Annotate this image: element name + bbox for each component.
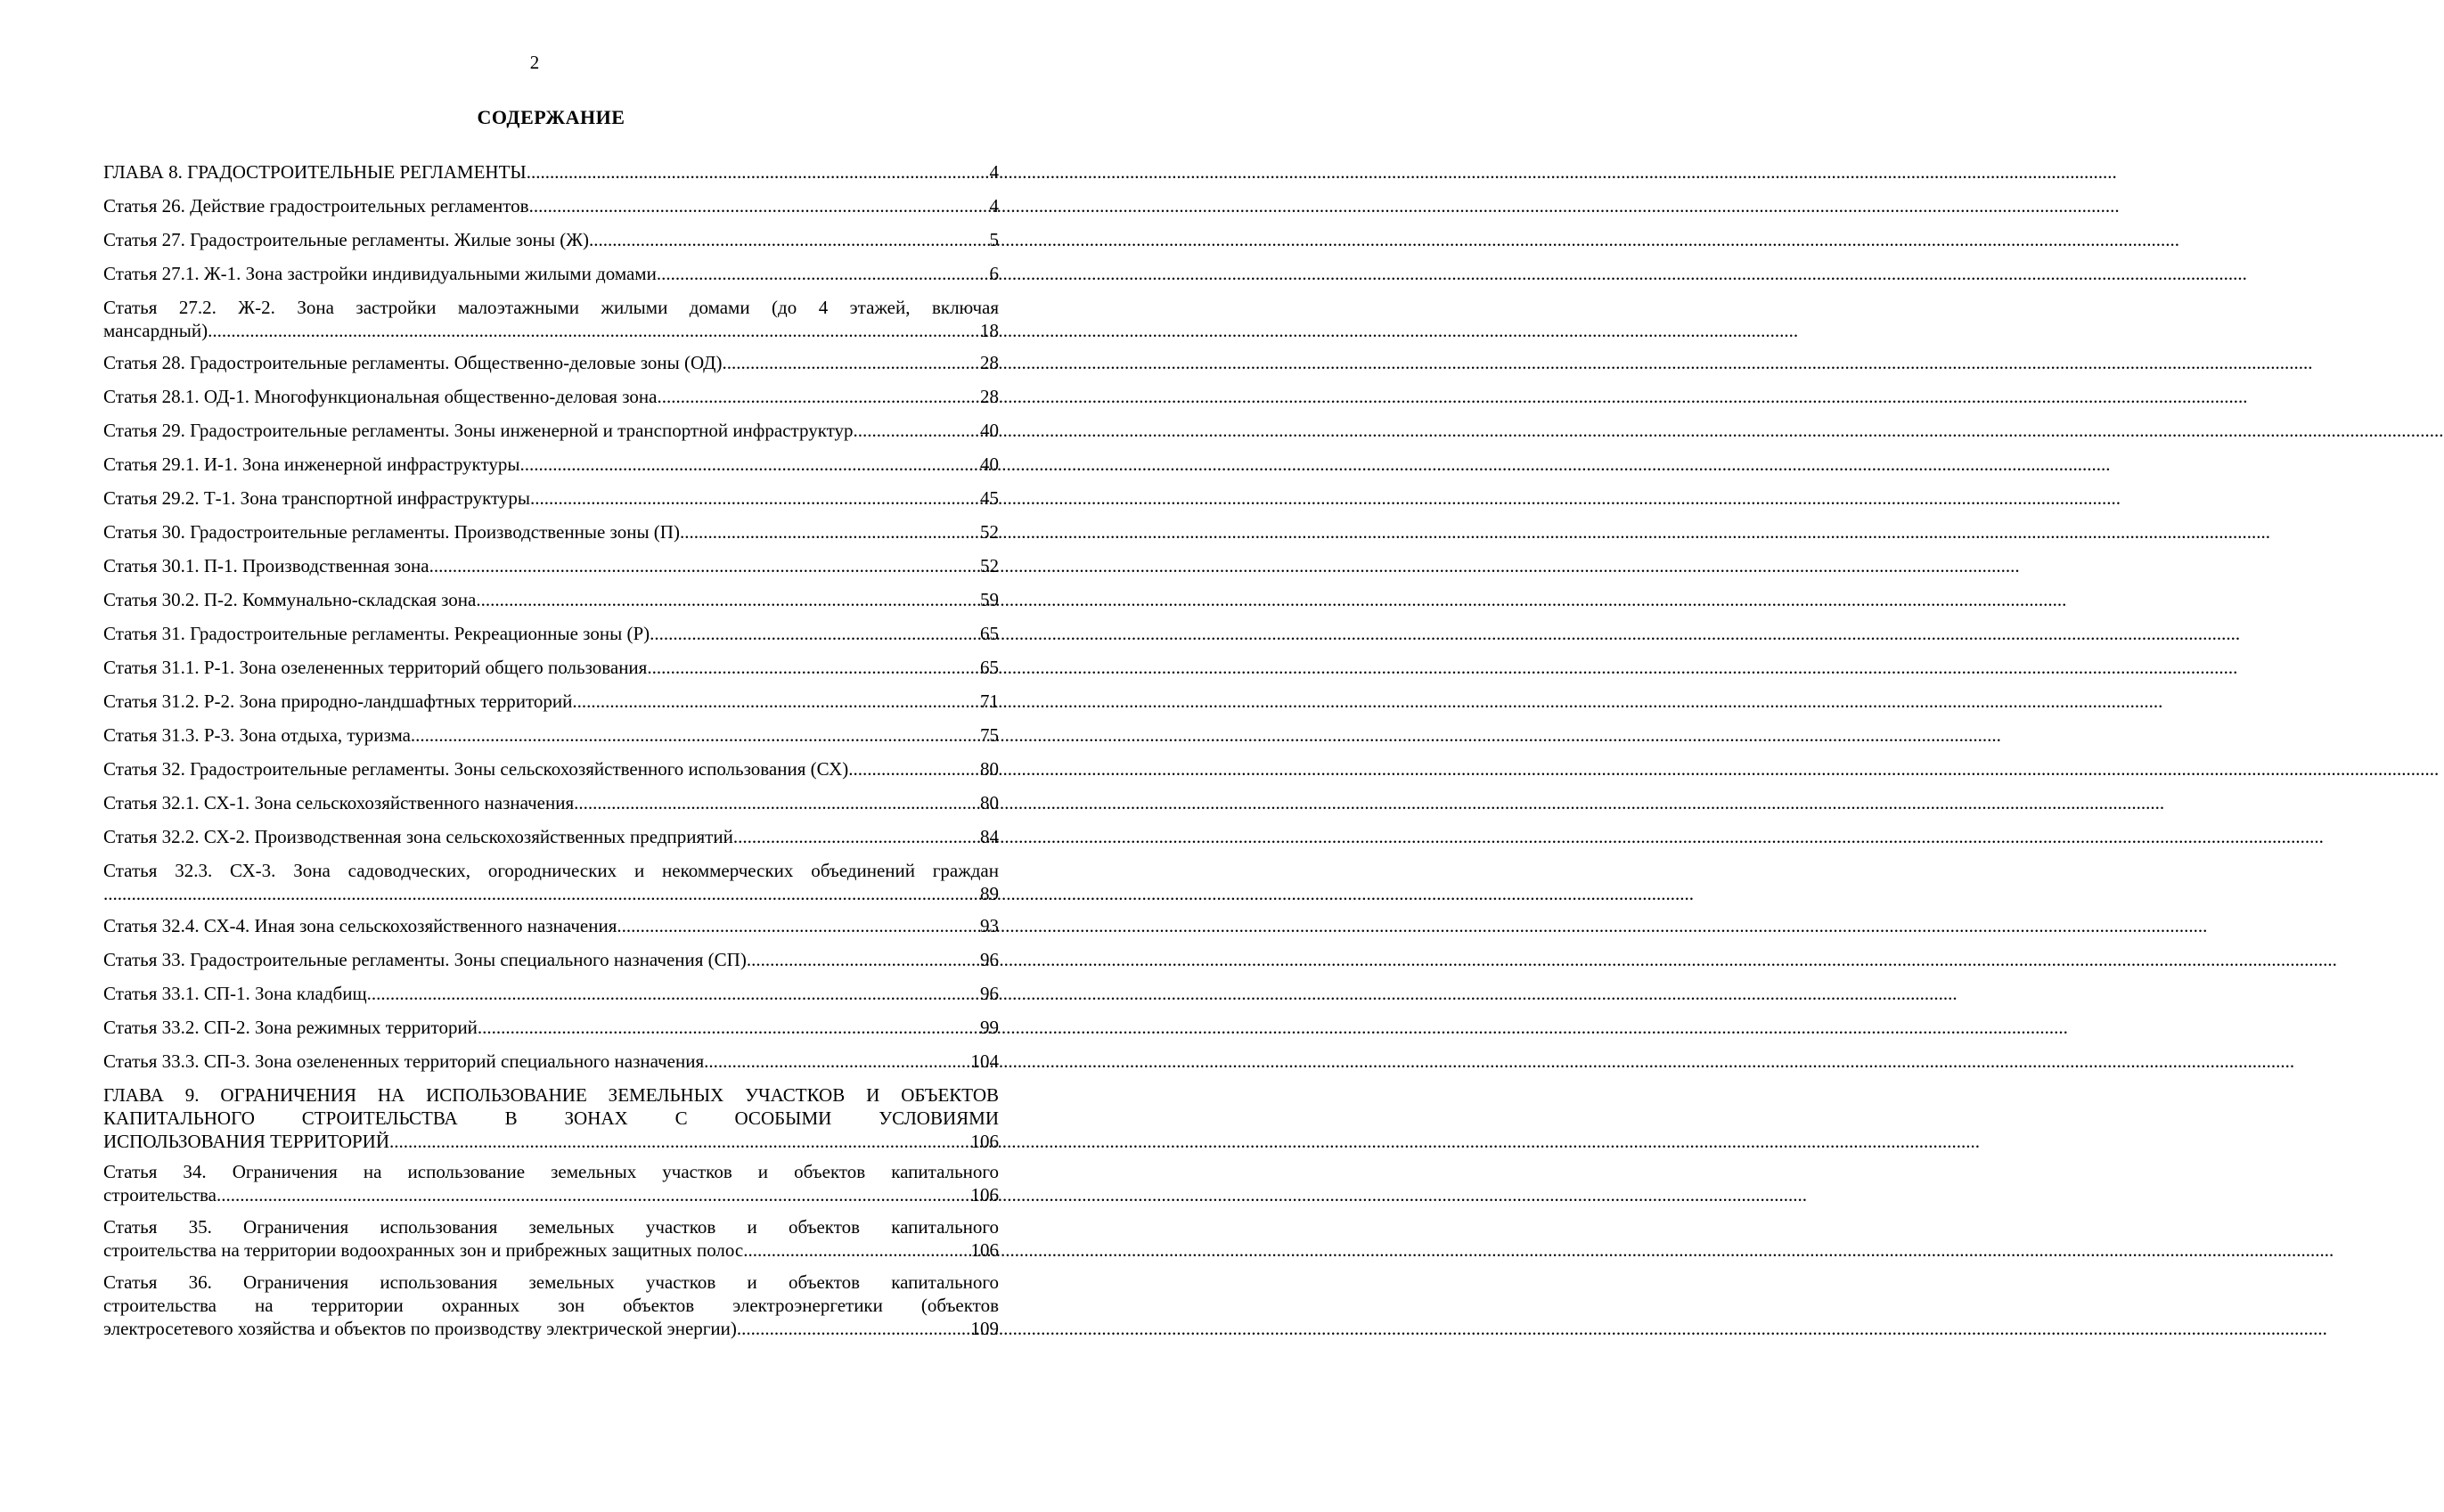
page-number: 2: [529, 52, 540, 73]
toc-entry[interactable]: [103, 1016, 999, 1039]
toc-entry-last-line: [103, 656, 999, 679]
toc-entry-last-line: [103, 588, 999, 611]
toc-entry-last-line: [103, 228, 999, 251]
toc-entry-last-line: [103, 982, 999, 1005]
toc-entry-page-number: 40: [980, 454, 999, 475]
toc-entry-last-line: [103, 351, 999, 374]
dot-leader: [722, 351, 980, 374]
toc-entry-last-line: [103, 1130, 999, 1153]
toc-entry-title: Статья 32.2. СХ-2. Производственная зона сельскохозяйственных предприятий: [103, 826, 733, 847]
dot-leader: [747, 948, 980, 971]
toc-entry-last-line: [103, 791, 999, 814]
toc-entry-page-number: 6: [989, 263, 999, 284]
toc-entry-title: Статья 33.2. СП-2. Зона режимных территорий: [103, 1017, 478, 1038]
toc-entry-page-number: 52: [980, 555, 999, 576]
toc-entry-last-line: [103, 690, 999, 713]
toc-entry-line: Статья 35. Ограничения использования земельных участков и объектов капитального: [103, 1216, 999, 1238]
toc-entry[interactable]: [103, 859, 999, 905]
toc-entry-title: Статья 33.1. СП-1. Зона кладбищ: [103, 983, 367, 1004]
toc-entry-last-line: [103, 194, 999, 217]
toc-entry[interactable]: [103, 656, 999, 679]
toc-entry-page-number: 45: [980, 487, 999, 509]
toc-entry-line: ГЛАВА 9. ОГРАНИЧЕНИЯ НА ИСПОЛЬЗОВАНИЕ ЗЕМЕЛЬНЫХ УЧАСТКОВ И ОБЪЕКТОВ: [103, 1084, 999, 1106]
toc-entry[interactable]: [103, 520, 999, 544]
toc-entry[interactable]: [103, 419, 999, 442]
toc-entry-title: Статья 29. Градостроительные регламенты. Зоны инженерной и транспортной инфраструктур: [103, 420, 854, 441]
toc-entry-title: Статья 28. Градостроительные регламенты. Общественно-деловые зоны (ОД): [103, 352, 723, 373]
toc-entry[interactable]: [103, 948, 999, 971]
dot-leader: [367, 982, 980, 1005]
toc-entry-title: ИСПОЛЬЗОВАНИЯ ТЕРРИТОРИЙ: [103, 1131, 389, 1152]
dot-leader: [589, 228, 989, 251]
dot-leader: [854, 419, 980, 442]
dot-leader: [617, 914, 980, 937]
toc-entry-last-line: [103, 914, 999, 937]
toc-entry[interactable]: [103, 453, 999, 476]
toc-entry[interactable]: [103, 351, 999, 374]
toc-entry-last-line: [103, 262, 999, 285]
toc-entry[interactable]: [103, 554, 999, 577]
toc-entry-last-line: [103, 486, 999, 510]
toc-entry-title: электросетевого хозяйства и объектов по производству электрической энергии): [103, 1318, 737, 1339]
toc-entry-page-number: 104: [970, 1050, 999, 1072]
toc-entry-page-number: 106: [970, 1131, 999, 1152]
toc-entry[interactable]: [103, 723, 999, 747]
dot-leader: [647, 656, 980, 679]
toc-entry-page-number: 75: [980, 724, 999, 746]
toc-entry[interactable]: [103, 262, 999, 285]
toc-entry-last-line: [103, 757, 999, 781]
dot-leader: [574, 791, 980, 814]
toc-entry[interactable]: [103, 982, 999, 1005]
toc-entry-page-number: 80: [980, 758, 999, 780]
toc-entry-last-line: [103, 520, 999, 544]
toc-entry[interactable]: [103, 1160, 999, 1206]
dot-leader: [733, 825, 980, 848]
toc-entry-title: ГЛАВА 8. ГРАДОСТРОИТЕЛЬНЫЕ РЕГЛАМЕНТЫ: [103, 161, 527, 183]
dot-leader: [478, 1016, 980, 1039]
toc-entry-page-number: 4: [989, 161, 999, 183]
dot-leader: [217, 1183, 970, 1206]
toc-entry-page-number: 5: [989, 229, 999, 250]
toc-entry-title: Статья 33.3. СП-3. Зона озелененных территорий специального назначения: [103, 1050, 705, 1072]
toc-entry[interactable]: [103, 791, 999, 814]
dot-leader: [848, 757, 980, 781]
toc-entry-title: Статья 27. Градостроительные регламенты. Жилые зоны (Ж): [103, 229, 590, 250]
toc-entry-title: Статья 26. Действие градостроительных регламентов: [103, 195, 529, 217]
toc-entry-last-line: [103, 160, 999, 184]
dot-leader: [527, 160, 990, 184]
toc-entry-line: Статья 34. Ограничения на использование земельных участков и объектов капитального: [103, 1161, 999, 1182]
toc-entry-title: Статья 30.1. П-1. Производственная зона: [103, 555, 429, 576]
toc-entry[interactable]: [103, 486, 999, 510]
toc-entry-title: Статья 33. Градостроительные регламенты. Зоны специального назначения (СП): [103, 949, 747, 970]
toc-entry-title: Статья 30.2. П-2. Коммунально-складская зона: [103, 589, 477, 610]
toc-entry-page-number: 84: [980, 826, 999, 847]
dot-leader: [476, 588, 980, 611]
toc-entry-page-number: 80: [980, 792, 999, 813]
toc-entry-line: строительства на территории охранных зон объектов электроэнергетики (объектов: [103, 1295, 999, 1316]
toc-entry-last-line: [103, 1183, 999, 1206]
dot-leader: [103, 882, 980, 905]
toc-entry-line: Статья 36. Ограничения использования земельных участков и объектов капитального: [103, 1271, 999, 1293]
toc-entry-page-number: 106: [970, 1239, 999, 1261]
toc-entry-page-number: 96: [980, 983, 999, 1004]
toc-entry-title: Статья 31. Градостроительные регламенты. Рекреационные зоны (Р): [103, 623, 650, 644]
dot-leader: [411, 723, 980, 747]
dot-leader: [680, 520, 980, 544]
toc-entry-title: строительства на территории водоохранных зон и прибрежных защитных полос: [103, 1239, 744, 1261]
toc-entry[interactable]: [103, 622, 999, 645]
toc-entry-title: Статья 31.1. Р-1. Зона озелененных территорий общего пользования: [103, 657, 648, 678]
toc-entry-last-line: [103, 723, 999, 747]
toc-entry-page-number: 28: [980, 352, 999, 373]
toc-entry-last-line: [103, 419, 999, 442]
toc-entry-page-number: 40: [980, 420, 999, 441]
toc-entry-last-line: [103, 554, 999, 577]
toc-entry-page-number: 71: [980, 691, 999, 712]
toc-entry-line: Статья 32.3. СХ-3. Зона садоводческих, огороднических и некоммерческих объединений граждан: [103, 860, 999, 881]
dot-leader: [529, 194, 990, 217]
toc-entry-last-line: [103, 385, 999, 408]
toc-entry[interactable]: [103, 825, 999, 848]
toc-entry-page-number: 4: [989, 195, 999, 217]
toc-entry-page-number: 28: [980, 386, 999, 407]
table-of-contents: [103, 160, 999, 1349]
toc-entry-page-number: 89: [980, 883, 999, 904]
toc-entry-page-number: 109: [970, 1318, 999, 1339]
toc-title: СОДЕРЖАНИЕ: [477, 106, 625, 128]
dot-leader: [657, 262, 990, 285]
dot-leader: [743, 1238, 970, 1262]
toc-entry[interactable]: [103, 385, 999, 408]
dot-leader: [704, 1050, 970, 1073]
toc-entry[interactable]: [103, 757, 999, 781]
toc-entry-title: Статья 29.2. Т-1. Зона транспортной инфраструктуры: [103, 487, 531, 509]
toc-entry[interactable]: [103, 160, 999, 184]
dot-leader: [572, 690, 980, 713]
dot-leader: [530, 486, 980, 510]
toc-entry-last-line: [103, 1016, 999, 1039]
toc-entry-title: строительства: [103, 1184, 217, 1206]
toc-entry-title: Статья 31.3. Р-3. Зона отдыха, туризма: [103, 724, 411, 746]
toc-entry-last-line: [103, 948, 999, 971]
toc-entry-last-line: [103, 882, 999, 905]
toc-entry-title: Статья 32.4. СХ-4. Иная зона сельскохозяйственного назначения: [103, 915, 617, 936]
toc-entry-last-line: [103, 825, 999, 848]
toc-entry-page-number: 96: [980, 949, 999, 970]
toc-entry-last-line: [103, 1238, 999, 1262]
dot-leader: [429, 554, 980, 577]
toc-entry[interactable]: [103, 1271, 999, 1340]
toc-entry-page-number: 65: [980, 657, 999, 678]
toc-entry-page-number: 93: [980, 915, 999, 936]
toc-entry-page-number: 65: [980, 623, 999, 644]
dot-leader: [519, 453, 980, 476]
toc-entry[interactable]: [103, 1050, 999, 1073]
toc-entry-page-number: 106: [970, 1184, 999, 1206]
toc-entry-title: Статья 31.2. Р-2. Зона природно-ландшафтных территорий: [103, 691, 573, 712]
toc-entry-title: Статья 32.1. СХ-1. Зона сельскохозяйственного назначения: [103, 792, 575, 813]
dot-leader: [650, 622, 980, 645]
toc-entry-page-number: 52: [980, 521, 999, 543]
toc-entry-last-line: [103, 622, 999, 645]
dot-leader: [208, 319, 980, 342]
dot-leader: [389, 1130, 971, 1153]
toc-entry-page-number: 99: [980, 1017, 999, 1038]
toc-entry[interactable]: [103, 1215, 999, 1262]
toc-entry-title: Статья 28.1. ОД-1. Многофункциональная общественно-деловая зона: [103, 386, 658, 407]
toc-entry[interactable]: [103, 228, 999, 251]
toc-entry-last-line: [103, 319, 999, 342]
toc-entry-line: Статья 27.2. Ж-2. Зона застройки малоэтажными жилыми домами (до 4 этажей, включая: [103, 297, 999, 318]
toc-entry-last-line: [103, 1317, 999, 1340]
toc-entry-page-number: 59: [980, 589, 999, 610]
toc-entry-line: КАПИТАЛЬНОГО СТРОИТЕЛЬСТВА В ЗОНАХ С ОСОБЫМИ УСЛОВИЯМИ: [103, 1107, 999, 1129]
toc-entry-last-line: [103, 453, 999, 476]
toc-entry-title: Статья 29.1. И-1. Зона инженерной инфраструктуры: [103, 454, 520, 475]
toc-entry-title: Статья 27.1. Ж-1. Зона застройки индивидуальными жилыми домами: [103, 263, 657, 284]
toc-entry-title: мансардный): [103, 320, 208, 341]
toc-entry-last-line: [103, 1050, 999, 1073]
toc-entry[interactable]: [103, 690, 999, 713]
toc-entry-page-number: 18: [980, 320, 999, 341]
toc-entry[interactable]: [103, 194, 999, 217]
toc-entry[interactable]: [103, 1083, 999, 1153]
dot-leader: [657, 385, 980, 408]
toc-entry-title: Статья 30. Градостроительные регламенты. Производственные зоны (П): [103, 521, 680, 543]
dot-leader: [737, 1317, 971, 1340]
toc-entry[interactable]: [103, 588, 999, 611]
toc-entry-title: Статья 32. Градостроительные регламенты. Зоны сельскохозяйственного использования (СХ): [103, 758, 849, 780]
toc-entry[interactable]: [103, 914, 999, 937]
toc-entry[interactable]: [103, 296, 999, 342]
